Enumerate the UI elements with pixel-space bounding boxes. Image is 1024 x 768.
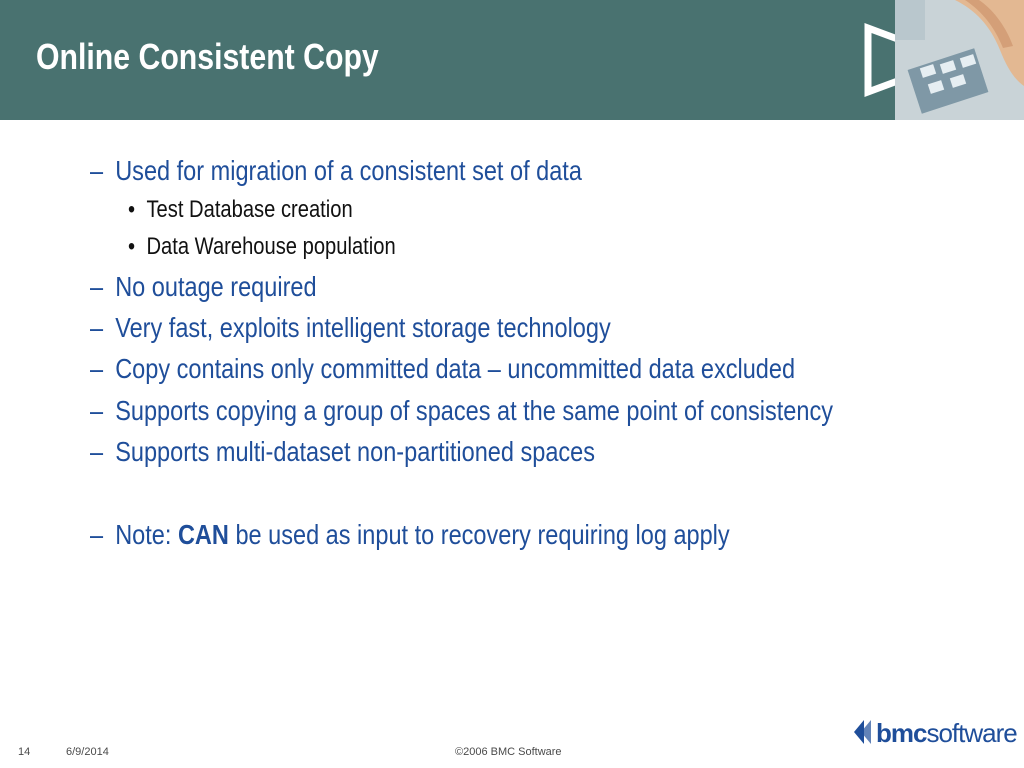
bullet-text: Very fast, exploits intelligent storage technology (115, 312, 611, 343)
note-emphasis: CAN (177, 519, 229, 550)
slide-title: Online Consistent Copy (36, 36, 379, 77)
bullet-text: Supports multi-dataset non-partitioned spaces (115, 436, 596, 467)
bullet-text: No outage required (115, 271, 317, 302)
note-suffix: be used as input to recovery requiring log apply (228, 519, 730, 550)
note-prefix: Note: (115, 519, 178, 550)
bullet-item (90, 312, 611, 344)
sub-bullet-item (128, 196, 353, 224)
dot-marker: • (128, 233, 136, 260)
logo-bmc: bmc (876, 718, 927, 748)
bmc-software-logo (852, 712, 1017, 752)
sub-bullet-text: Data Warehouse population (146, 233, 396, 260)
svg-text:bmcsoftware (876, 718, 1017, 748)
dash-marker: – (90, 436, 104, 467)
dot-marker: • (128, 196, 136, 223)
logo-software: software (926, 718, 1017, 748)
bullet-item (90, 436, 595, 468)
dash-marker: – (90, 353, 104, 384)
dash-marker: – (90, 271, 104, 302)
slide-number: 14 (18, 746, 31, 758)
bullet-text: Copy contains only committed data – uncommitted data excluded (115, 353, 796, 384)
bullet-item (90, 271, 317, 303)
bullet-text: Supports copying a group of spaces at the same point of consistency (115, 395, 833, 426)
dash-marker: – (90, 155, 104, 186)
sub-bullet-text: Test Database creation (146, 196, 353, 223)
bullet-text: Used for migration of a consistent set of data (115, 155, 582, 186)
sub-bullet-item (128, 233, 396, 261)
dash-marker: – (90, 519, 104, 550)
slide-date: 6/9/2014 (66, 746, 109, 758)
bullet-item (90, 155, 582, 187)
bullet-item (90, 353, 795, 385)
dash-marker: – (90, 312, 104, 343)
bullet-item (90, 395, 833, 427)
copyright-text: ©2006 BMC Software (455, 746, 562, 758)
note-item (90, 519, 730, 551)
dash-marker: – (90, 395, 104, 426)
